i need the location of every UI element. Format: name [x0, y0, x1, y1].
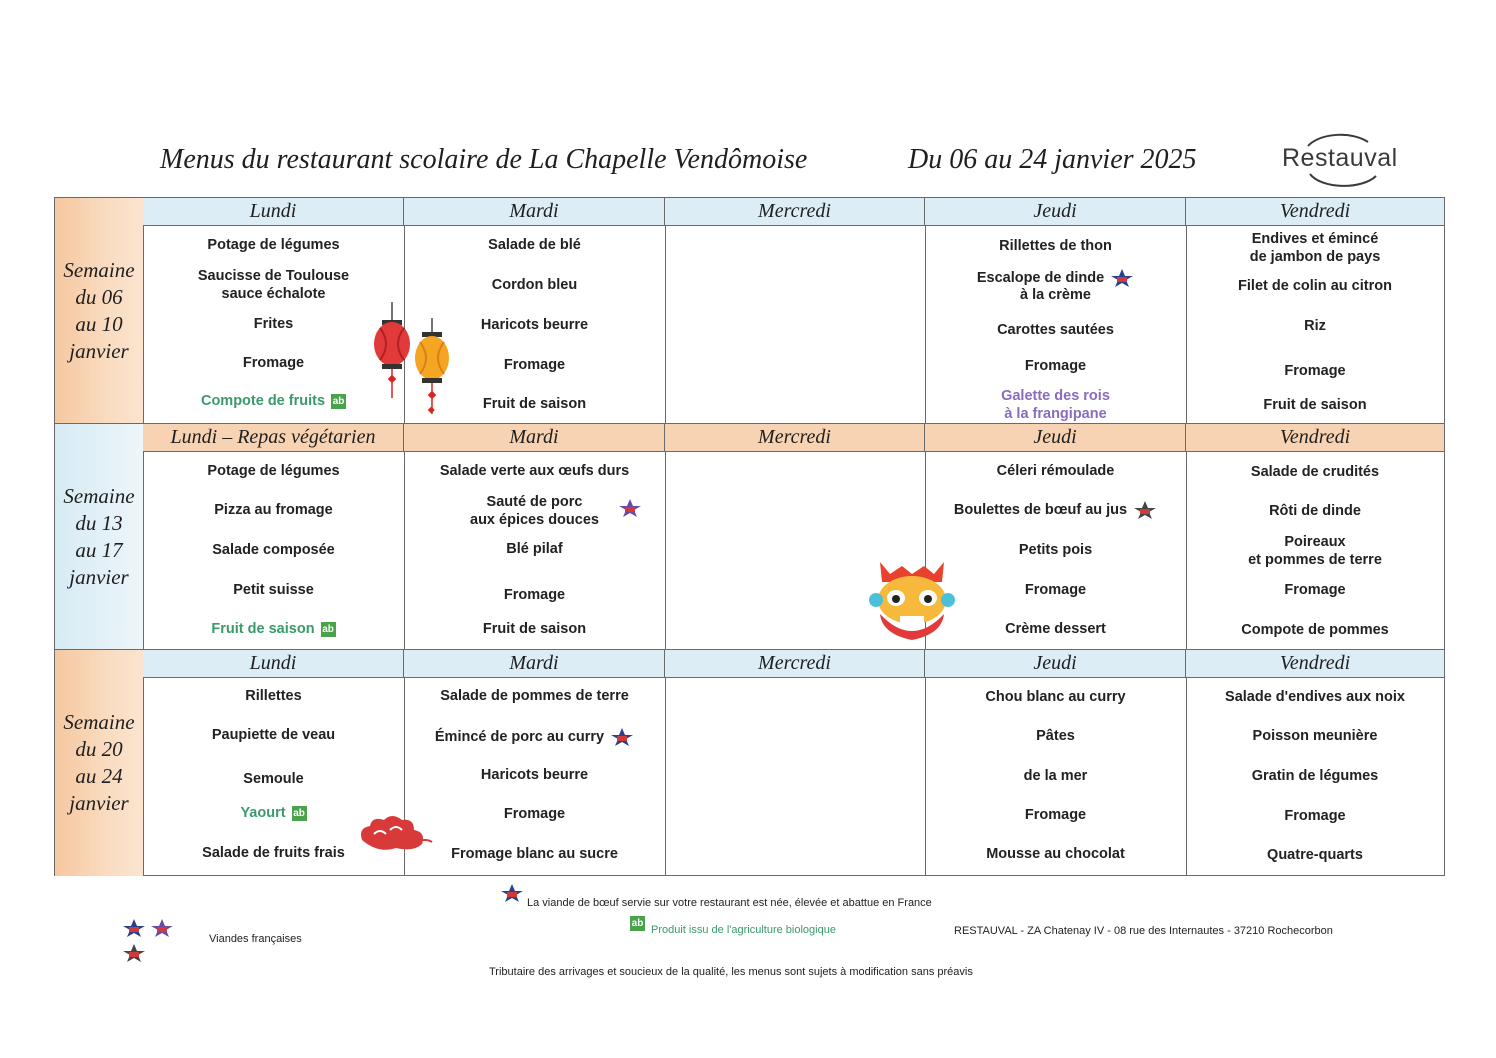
menu-item: Poisson meunière: [1252, 728, 1378, 744]
menu-item: Cordon bleu: [491, 277, 578, 293]
week-label-line: Semaine: [63, 483, 135, 508]
restauval-logo: [1280, 132, 1410, 192]
menu-mercredi: [665, 226, 926, 423]
bio-label-icon: ab: [293, 807, 305, 819]
header-lundi: Lundi: [143, 198, 404, 226]
menu-jeudi: [925, 452, 1187, 649]
menu-item: Potage de légumes: [207, 463, 340, 479]
menu-item-text: Fruit de saison: [211, 621, 315, 637]
menu-item: Quatre-quarts: [1267, 847, 1363, 863]
viande-francaise-icon: [122, 918, 146, 938]
menu-item-text: Émincé de porc au curry: [434, 728, 605, 745]
week-label-line: Semaine: [63, 257, 135, 282]
header-mercredi: Mercredi: [665, 650, 925, 678]
header-mercredi: Mercredi: [665, 424, 925, 452]
bio-label-icon: ab: [322, 623, 334, 635]
week-label-line: au 17: [75, 537, 123, 562]
menu-item: Salade de pommes de terre: [440, 688, 629, 704]
week-2-label: [55, 424, 144, 649]
menu-item: Salade composée: [212, 542, 335, 558]
week-label-line: du 13: [75, 510, 123, 535]
menu-item: Filet de colin au citron: [1238, 278, 1392, 294]
menu-item: Paupiette de veau: [211, 727, 336, 743]
disclaimer: Tributaire des arrivages et soucieux de la qualité, les menus sont sujets à modification sans préavis: [489, 966, 973, 978]
header-jeudi: Jeudi: [925, 650, 1186, 678]
week-label-line: au 24: [75, 764, 123, 788]
menu-item: Fromage: [1284, 582, 1346, 598]
header-mardi: Mardi: [404, 198, 665, 226]
menu-item-text: Yaourt: [240, 805, 286, 821]
menu-item: Fromage: [503, 587, 566, 603]
week-1-label: [55, 198, 144, 423]
french-meat-legend: Viandes françaises: [209, 933, 302, 945]
menu-item: à la crème: [1020, 287, 1091, 303]
menu-lundi: [143, 226, 405, 423]
menu-item: Compote de pommes: [1241, 622, 1389, 638]
date-range: Du 06 au 24 janvier 2025: [908, 144, 1197, 175]
menu-item-text: Boulettes de bœuf au jus: [953, 501, 1128, 518]
menu-item: Poireaux: [1284, 534, 1346, 550]
week-label-line: du 06: [75, 284, 123, 309]
header-mardi: Mardi: [404, 650, 665, 678]
menu-item: Semoule: [243, 771, 304, 787]
week-1: [55, 198, 1444, 423]
menu-lundi: [143, 452, 405, 649]
menu-item: de la mer: [1023, 768, 1088, 784]
menu-item: Rillettes: [245, 688, 302, 704]
menu-item: Frites: [253, 316, 294, 332]
menu-item: et pommes de terre: [1248, 552, 1382, 568]
menu-vendredi: [1186, 452, 1444, 649]
menu-item: Petit suisse: [233, 582, 314, 598]
menu-item: Rillettes de thon: [999, 238, 1112, 254]
week-label-line: janvier: [69, 564, 129, 589]
beef-origin-note: La viande de bœuf servie sur votre restaurant est née, élevée et abattue en France: [527, 897, 932, 909]
menu-item-bio: [143, 620, 404, 638]
header-vendredi: Vendredi: [1186, 650, 1444, 678]
french-meat-icons: [122, 918, 202, 942]
menu-item: Potage de légumes: [207, 237, 340, 253]
menu-item: Salade de fruits frais: [202, 845, 345, 861]
week-3-label: [55, 650, 144, 876]
menu-item-text: Sauté de porc: [486, 494, 583, 510]
menu-item: Fromage: [1284, 808, 1346, 824]
menu-item: Galette des rois: [1001, 388, 1110, 404]
menu-item: à la frangipane: [1004, 406, 1107, 422]
menu-jeudi: [925, 226, 1187, 423]
menu-item: Céleri rémoulade: [996, 463, 1115, 479]
menu-table: [54, 197, 1445, 876]
menu-item: Fruit de saison: [1263, 397, 1367, 413]
menu-item-bio: [143, 392, 404, 410]
bio-label-icon: ab: [332, 395, 345, 407]
week-label-line: du 20: [75, 737, 123, 761]
menu-item: Pizza au fromage: [214, 502, 333, 518]
menu-item: Fromage: [1024, 358, 1087, 374]
menu-item: Salade de blé: [488, 237, 581, 253]
lantern-icon: [370, 302, 450, 420]
menu-item: de jambon de pays: [1249, 249, 1381, 265]
menu-item: Gratin de légumes: [1251, 768, 1379, 784]
menu-item: Saucisse de Toulouse: [197, 268, 350, 284]
menu-item: Mousse au chocolat: [986, 846, 1125, 862]
header-vendredi: Vendredi: [1186, 198, 1444, 226]
week-2: [55, 423, 1444, 649]
header-mardi: Mardi: [404, 424, 665, 452]
menu-item: Salade d'endives aux noix: [1225, 689, 1405, 705]
menu-vendredi: [1186, 678, 1444, 875]
viande-francaise-icon: [122, 943, 146, 963]
viande-francaise-icon: [150, 918, 174, 938]
viande-francaise-icon: [500, 881, 524, 905]
menu-item-vf: [925, 500, 1186, 520]
menu-item: Chou blanc au curry: [985, 689, 1126, 705]
menu-item: Blé pilaf: [506, 541, 563, 557]
lion-dance-icon: [866, 556, 958, 648]
header-lundi-vegetarien: Lundi – Repas végétarien: [143, 424, 404, 452]
week-label-line: Semaine: [63, 710, 135, 734]
page-title: Menus du restaurant scolaire de La Chapelle Vendômoise: [160, 144, 808, 175]
menu-item: Rôti de dinde: [1269, 503, 1361, 519]
week-label-line: au 10: [75, 311, 123, 336]
header-mercredi: Mercredi: [665, 198, 925, 226]
week-3: [55, 649, 1444, 876]
menu-item: Fromage: [1024, 807, 1087, 823]
menu-item: Fruit de saison: [482, 621, 587, 637]
menu-item: Haricots beurre: [480, 317, 589, 333]
menu-item: Pâtes: [1036, 728, 1075, 744]
menu-item-vf: [925, 268, 1186, 288]
menu-item: Endives et émincé: [1251, 231, 1379, 247]
menu-item: Fromage: [503, 806, 566, 822]
menu-jeudi: [925, 678, 1187, 875]
header-jeudi: Jeudi: [925, 424, 1186, 452]
menu-mardi: [404, 452, 666, 649]
bio-label-icon: ab: [631, 918, 644, 929]
menu-item: Fromage: [1284, 363, 1346, 379]
viande-francaise-icon: [618, 498, 642, 518]
header-lundi: Lundi: [143, 650, 404, 678]
menu-item: Haricots beurre: [480, 767, 589, 783]
menu-item: Riz: [1304, 318, 1326, 334]
menu-item: Salade verte aux œufs durs: [439, 463, 630, 479]
menu-item: Fromage: [242, 355, 305, 371]
menu-item: Salade de crudités: [1250, 464, 1380, 480]
viande-francaise-icon: [1110, 268, 1134, 288]
menu-item: Fromage: [503, 357, 566, 373]
menu-item: Fruit de saison: [482, 396, 587, 412]
logo-text: Restauval: [1282, 144, 1398, 172]
menu-item: Carottes sautées: [997, 322, 1114, 338]
menu-item: aux épices douces: [470, 512, 599, 528]
menu-mercredi: [665, 678, 926, 875]
menu-vendredi: [1186, 226, 1444, 423]
menu-item-text: Compote de fruits: [200, 393, 326, 409]
viande-francaise-icon: [1133, 500, 1157, 520]
organic-legend: Produit issu de l'agriculture biologique: [651, 924, 836, 936]
cloud-icon: [356, 812, 436, 854]
week-label-line: janvier: [69, 338, 129, 363]
menu-item: sauce échalote: [221, 286, 326, 302]
company-address: RESTAUVAL - ZA Chatenay IV - 08 rue des Internautes - 37210 Rochecorbon: [954, 925, 1333, 937]
menu-item: Fromage blanc au sucre: [451, 846, 618, 862]
menu-item-vf: [404, 727, 665, 747]
menu-item-text: Escalope de dinde: [976, 269, 1105, 286]
header-jeudi: Jeudi: [925, 198, 1186, 226]
week-label-line: janvier: [69, 791, 129, 815]
header-vendredi: Vendredi: [1186, 424, 1444, 452]
viande-francaise-icon: [610, 727, 634, 747]
menu-item: Crème dessert: [1005, 621, 1106, 637]
menu-mardi: [404, 678, 666, 875]
menu-item: Fromage: [1024, 582, 1087, 598]
menu-item: Petits pois: [1018, 542, 1093, 558]
